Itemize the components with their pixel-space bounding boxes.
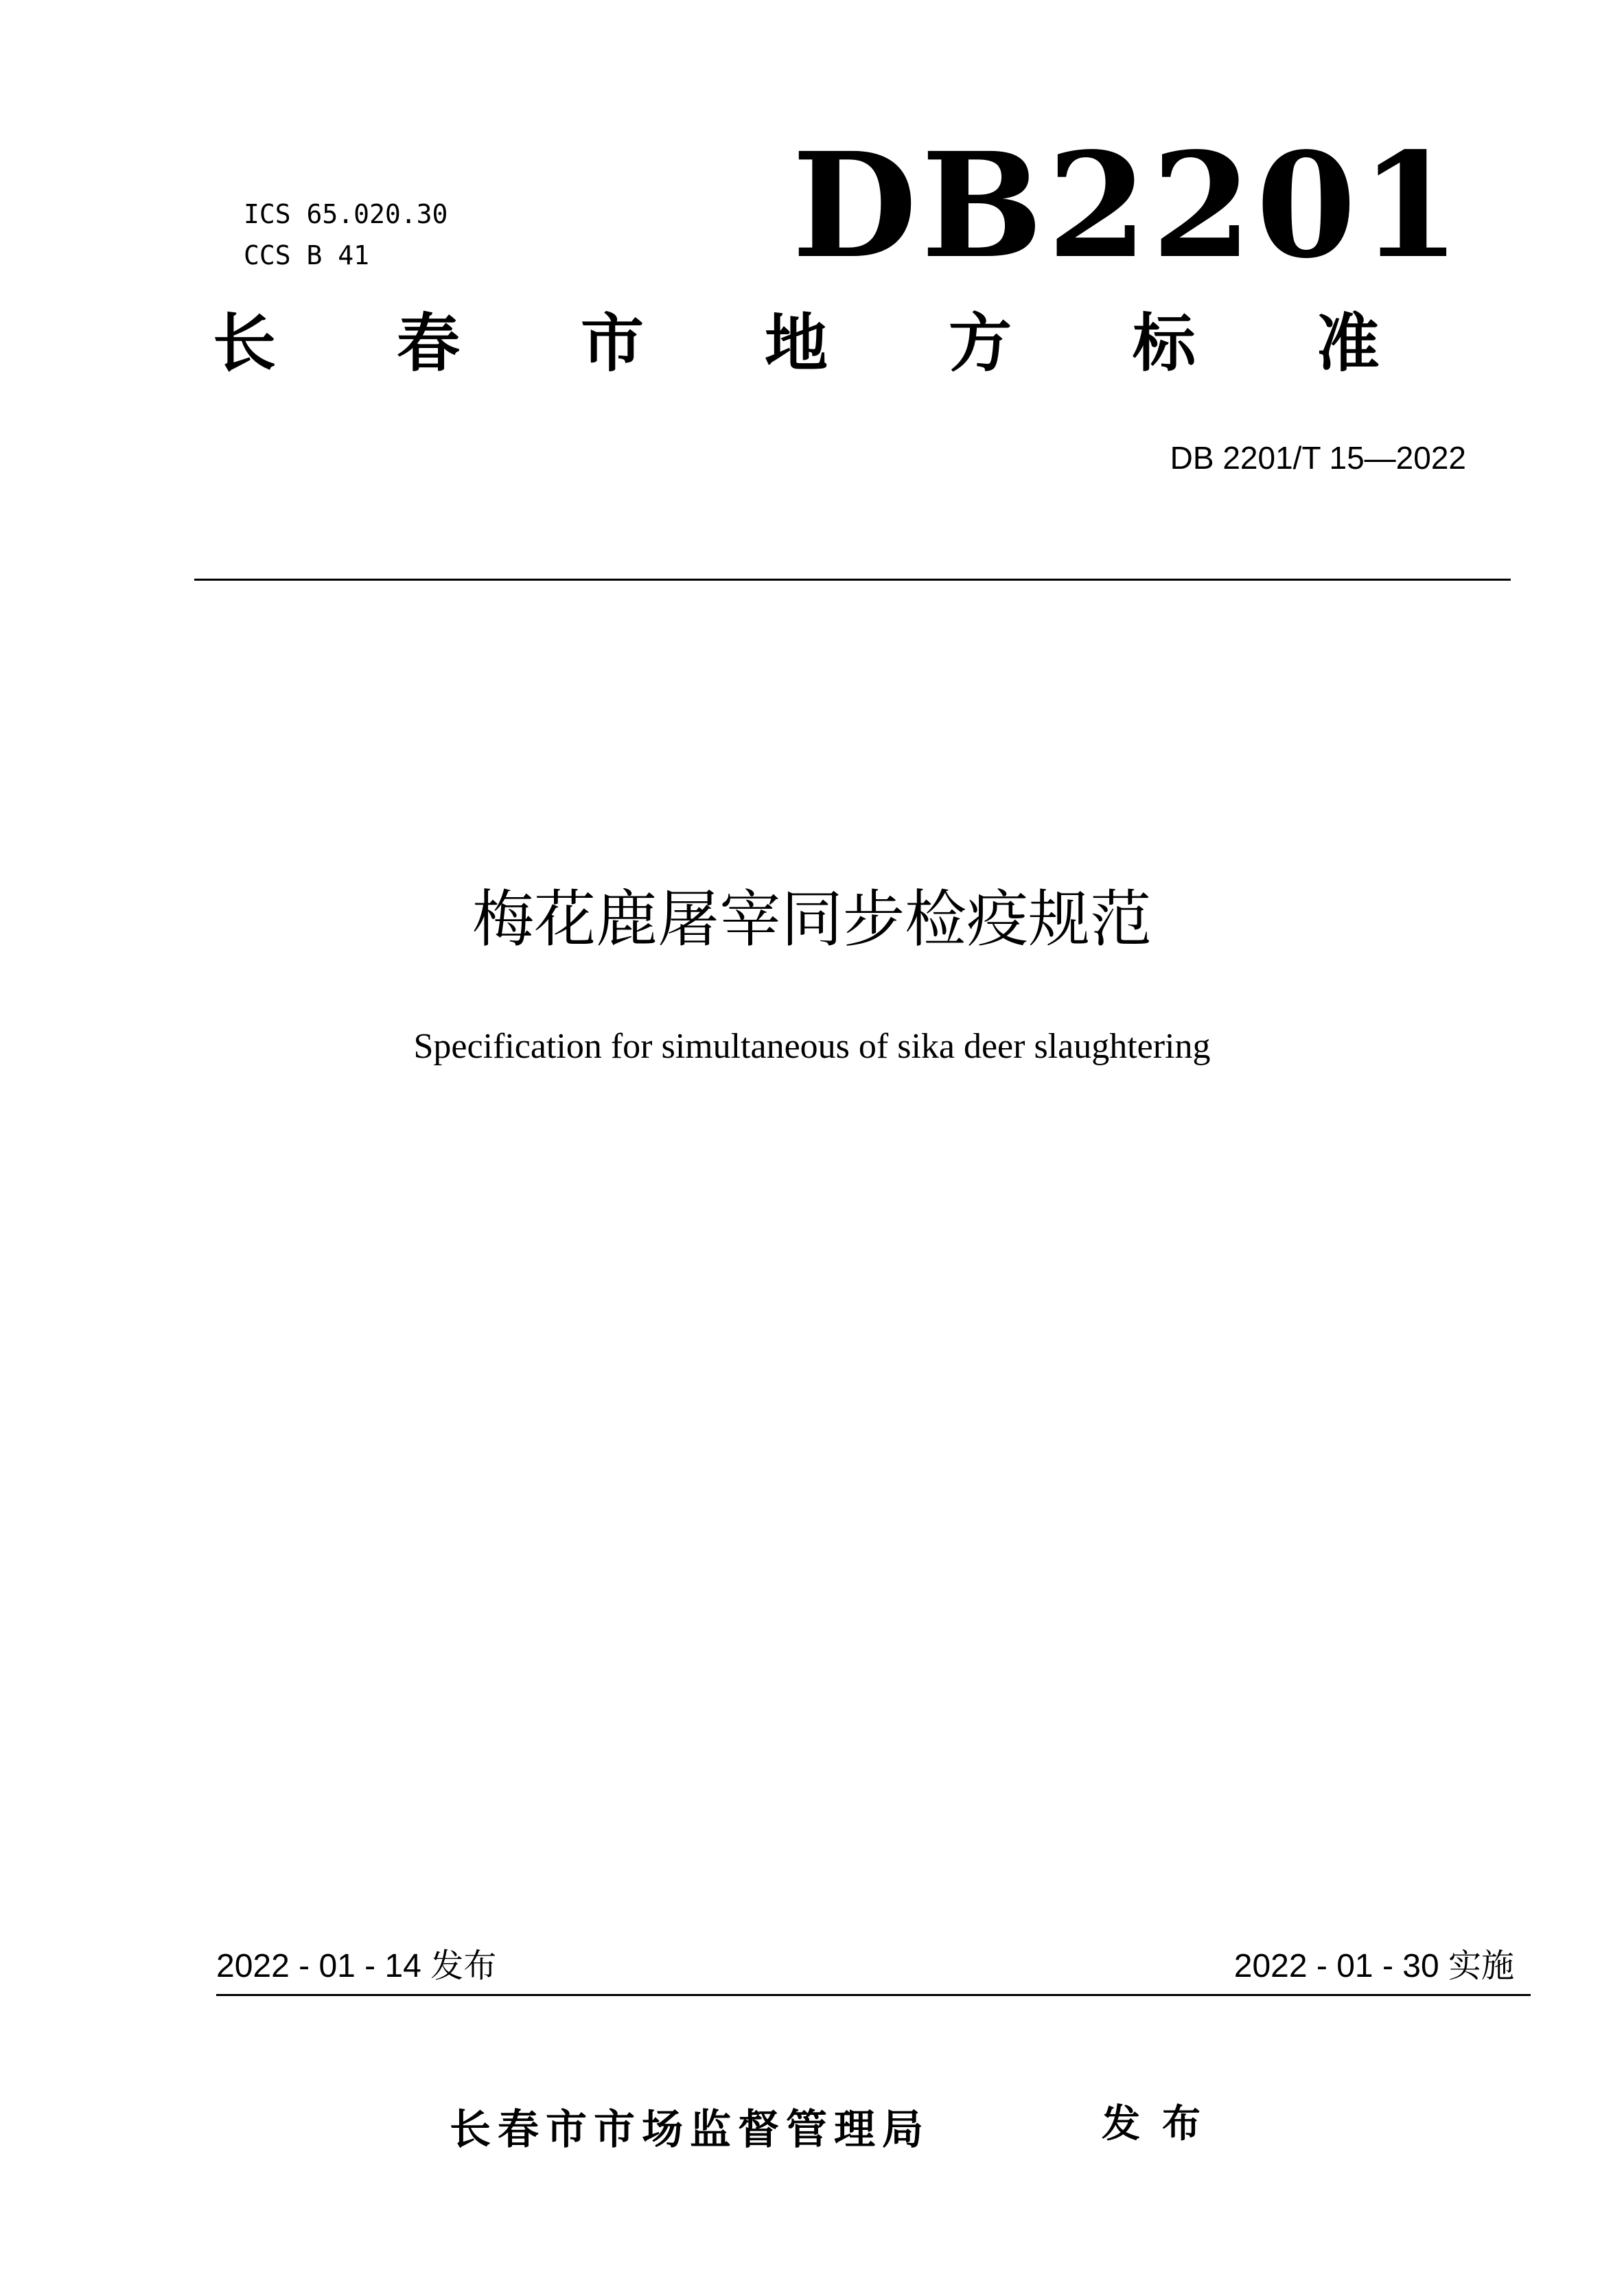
standard-type-char: 地 [764,307,828,380]
standard-type [213,307,1380,380]
standard-code: DB2201 [791,121,1465,290]
standard-type-char: 春 [396,307,460,380]
publish-label: 发布 [1102,2102,1222,2146]
footer-divider [216,1994,1531,1996]
issue-date: 2022 - 01 - 14 发布 [216,1948,497,1984]
standard-type-char: 标 [1132,307,1196,380]
standard-type-char: 长 [213,307,277,380]
standard-number: DB 2201/T 15—2022 [1170,440,1466,476]
publisher-name: 长春市市场监督管理局 [450,2106,930,2154]
document-title-cn: 梅花鹿屠宰同步检疫规范 [472,883,1152,955]
document-title-en: Specification for simultaneous of sika deer slaughtering [413,1027,1211,1066]
standard-type-char: 市 [580,307,644,380]
standard-type-char: 准 [1316,307,1380,380]
header-divider [194,579,1511,581]
ics-code: ICS 65.020.30 [244,199,448,229]
standard-type-char: 方 [948,307,1012,380]
ccs-code: CCS B 41 [244,240,370,270]
implementation-date: 2022 - 01 - 30 实施 [1233,1948,1514,1984]
